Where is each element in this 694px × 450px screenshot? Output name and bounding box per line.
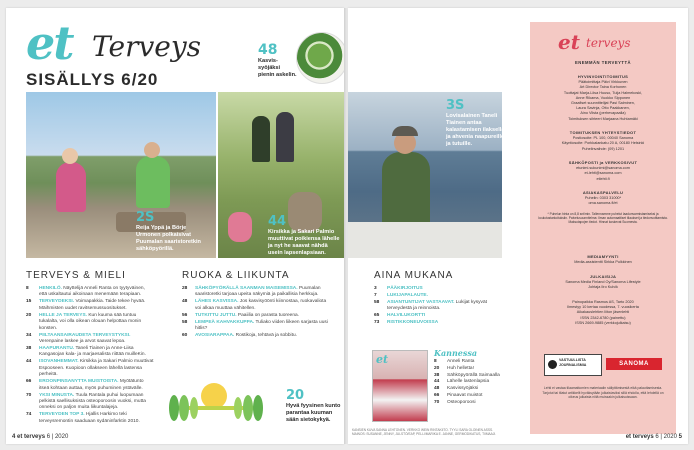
folio-magazine: et terveys xyxy=(17,434,46,440)
dumbbell-weight xyxy=(169,395,179,421)
folio-issue: 6 | 2020 xyxy=(46,434,69,440)
dumbbell-weight xyxy=(234,397,242,419)
toc-page-number: 58 xyxy=(374,300,380,305)
colophon-mediamyynti xyxy=(536,254,670,265)
colophon-badges xyxy=(544,354,662,376)
toc-text: Verenpaine laskee ja arvot saavat lepoa. xyxy=(39,339,126,345)
folio-magazine: et terveys xyxy=(625,434,654,440)
list-item[interactable] xyxy=(434,359,500,365)
colophon-line: Media-assistentti Sirkka Pulkkinen xyxy=(574,260,632,265)
toc-page-number: 58 xyxy=(182,319,188,325)
colophon-line: Ilmestyy 10 kertaa vuodessa, 7. vuosikerta xyxy=(567,305,639,310)
colophon-line: Graafiset suunnittelijat Pasi Salminen, xyxy=(571,101,635,106)
toc-text: Huh helletta! xyxy=(447,365,474,371)
colophon-line: ISSN 2342-6780 (painettu) xyxy=(580,315,626,320)
toc-keyword: SÄHKÖPYÖRÄLLÄ SAANMAN MAISEMISSA. xyxy=(195,286,298,291)
toc-item[interactable] xyxy=(182,313,332,319)
toc-page-number: 56 xyxy=(182,312,188,318)
woman-head xyxy=(62,148,78,164)
boat-hull xyxy=(348,222,502,258)
toc-item[interactable] xyxy=(26,286,154,299)
sun-icon xyxy=(201,383,227,409)
toc-keyword: LEMPEÄ KAHVAKKUPPA. xyxy=(195,319,255,325)
colophon-heading: MEDIAMYYNTI xyxy=(587,254,619,259)
badge-circle-icon xyxy=(548,360,557,369)
dumbbell-weight xyxy=(179,395,189,421)
toc-text: Tuliako viiden liikeen sarjasta uusi hitlis? xyxy=(195,319,328,332)
colophon-line: Päätoimittaja Päivi Virkkunen xyxy=(578,80,628,85)
toc-text: Rostikoja, tehtävä ja sobbitu. xyxy=(235,333,297,339)
toc-page-number: 48 xyxy=(182,299,188,305)
callout-2s-number: 2S xyxy=(136,210,155,225)
toc-page-number: 7 xyxy=(374,293,377,298)
logo-et: et xyxy=(26,16,73,70)
callout-48 xyxy=(258,42,298,79)
callout-44-text: Kirsikka ja Sakari Palmio muuttivat poikiensa lähelle ja nyt he saavat nähdä usein lapsenlapsiaan. xyxy=(268,229,340,256)
colophon-website[interactable]: etlehti.fi xyxy=(596,176,610,181)
toc-page-number: 34 xyxy=(26,332,32,338)
toc-item[interactable] xyxy=(374,293,504,299)
colophon-logo-et: et xyxy=(558,30,580,54)
colophon-logo-word: terveys xyxy=(586,36,631,50)
toc-page-number: 20 xyxy=(434,365,440,371)
toc-page-number: 60 xyxy=(182,333,188,339)
colophon-paino xyxy=(536,300,670,326)
toc-item[interactable] xyxy=(26,359,154,378)
section-ruoka-title: RUOKA & LIIKUNTA xyxy=(182,270,290,281)
toc-item[interactable] xyxy=(374,313,504,319)
colophon-note: * Puhelun hinta on 8,8 snt/min. Tallennamme puhelut laadunvarmistamiseksi ja koulutustarkoituksiin. Palvelusuunnitelma: Ilman automaattiset tilaukset ja tiedonvoittamista. Maksutapojen tiedot. Hinnat koskevat Suomesta. xyxy=(538,212,668,225)
toc-page-number: 8 xyxy=(26,286,29,291)
toc-text: Paaiilia on parasta tuoreena. xyxy=(237,312,299,318)
toc-keyword: ASIANTUNTIJAT VASTAAVAT. xyxy=(387,300,455,305)
toc-text: Hjallis Harkimo teki terveysremontin saaduaan sydäninfarktin 2010. xyxy=(39,412,140,424)
toc-keyword: LUKIJAPALAUTE. xyxy=(387,293,428,298)
photo-credit: KANSIEN KUVA SANNA LEHTONEN. VERKKO WEIN RINTAKIITO. TYYLI SARA OLOINEN ASSS. MAINOS: SUSANNE, JENNY, JULSTÖ/EAP, PELLI/MARIKA E. JANNE, GERMODIKATUS, TIIMAAJI. xyxy=(352,428,497,436)
colophon-heading: HYVINVOINTITOIMITUS xyxy=(577,74,629,79)
callout-2s xyxy=(136,210,208,253)
toc-item[interactable] xyxy=(182,286,332,299)
folio-left xyxy=(12,434,68,440)
toc-text: Myötätunto itseä kohtaan auttaa, myös puhuminen ystävälle. xyxy=(39,379,144,391)
toc-keyword: RISTIKKONEUVOISSA xyxy=(387,320,439,326)
masthead-logo xyxy=(26,16,222,70)
toc-page-number: 15 xyxy=(26,299,32,305)
toc-keyword: TERVEYDEN TOP 3. xyxy=(39,412,85,418)
colophon-line: Aikakauslehtien liiton jäsenlehti xyxy=(576,310,630,315)
list-item[interactable] xyxy=(434,386,500,392)
responsible-journalism-badge xyxy=(544,354,602,376)
toc-keyword: HELLE JA TERVEYS. xyxy=(39,312,87,318)
dumbbell-weight xyxy=(253,395,263,421)
colophon-heading: ASIAKASPALVELU xyxy=(582,190,624,195)
toc-item[interactable] xyxy=(26,412,154,425)
colophon-sahkoposti xyxy=(536,160,670,182)
dumbbell-illustration xyxy=(156,382,276,426)
colophon-line: Aino Viista (perhevapaalla) xyxy=(580,111,626,116)
colophon-email[interactable]: et-lehti@sanoma.com xyxy=(584,171,622,176)
colophon-line: Tuottajat Marja-Liisa Huuso, Tuija Halmekoski, xyxy=(563,90,643,95)
section-terveys-title: TERVEYS & MIELI xyxy=(26,270,126,281)
toc-item[interactable] xyxy=(26,379,154,392)
callout-2s-text: Reija Yppä ja Börje Urmonen polkaisivat Puumalan saaristoretkin sähköpyörillä. xyxy=(136,225,201,252)
colophon-heading: TOIMITUKSEN YHTEYSTIEDOT xyxy=(569,130,637,135)
cover-logo: et xyxy=(376,353,389,366)
callout-3s-text: Lovisalainen Taneli Tiainen antaa kalastamisen ilaksella ja ahvenia naapureille ja tutuille. xyxy=(446,113,505,147)
left-page xyxy=(6,8,344,444)
sanoma-logo: SANOMA xyxy=(606,358,662,370)
toc-page-number: 66 xyxy=(26,379,32,385)
folio-issue: 6 | 2020 xyxy=(655,434,677,440)
toc-page-number: 66 xyxy=(434,392,440,398)
toc-keyword: PÄÄKIRJOITUS xyxy=(387,286,423,291)
callout-3s xyxy=(446,98,506,148)
fisherman-figure xyxy=(382,152,430,232)
toc-keyword: HALVILUKORTTI xyxy=(387,313,426,319)
toc-item[interactable] xyxy=(26,333,154,346)
toc-keyword: AVOSIARAPPAA. xyxy=(195,333,235,339)
toc-page-number: 20 xyxy=(26,312,32,318)
badge-a-text: VASTUULLISTA JOURNALISMIA xyxy=(559,358,587,367)
toc-keyword: EROONPINSANYTTA MUISTOISTA. xyxy=(39,379,119,385)
colophon-email[interactable]: etunimi.sukunimi@sanoma.com xyxy=(576,166,630,171)
man-head xyxy=(144,142,160,158)
colophon-line: Art Director Taina Korhonen xyxy=(579,85,627,90)
list-item[interactable] xyxy=(434,400,500,406)
colophon-footer: Lehti ei vastaa tilaamattomien materiaalin säilyttämisestä eikä palauttamisesta. Tarjotut tai tilatut artikkelit hyväksytään julkaistaviksi sillä ehdolla, että lehdellä on oikeus julkaista niitä muissakin julkaisuissaan. xyxy=(542,386,664,400)
colophon-line: Painopaikka Rasmus AS, Tarto 2020 xyxy=(572,300,634,304)
colophon-heading: SÄHKÖPOSTI ja VERKKOSIVUT xyxy=(568,160,638,165)
toc-item[interactable] xyxy=(182,299,332,312)
kannessa-list xyxy=(434,359,500,407)
man-figure xyxy=(136,156,170,208)
toc-page-number: 70 xyxy=(26,392,32,398)
toc-keyword: TUTKITTU JUTTU. xyxy=(195,312,237,318)
toc-keyword: TERVEYDEKSI. xyxy=(39,299,75,305)
toc-text: Pinaavat muistot xyxy=(447,392,483,398)
toc-keyword: HENKILÖ. xyxy=(39,286,62,291)
colophon-line: Anne Rikama, Vuokko Sipponen xyxy=(575,95,631,100)
list-item[interactable] xyxy=(434,393,500,399)
toc-page-number: 44 xyxy=(434,379,440,385)
toc-item[interactable] xyxy=(26,346,154,359)
magazine-cover-thumbnail[interactable] xyxy=(372,350,428,422)
toc-page-number: 65 xyxy=(374,313,380,319)
callout-48-text: Kasvis-syöjäksi pienin askelin. xyxy=(258,58,297,78)
colophon-website[interactable]: oma.sanoma.fi/et xyxy=(588,201,618,206)
callout-20-text: Hyvä fyysinen kunto parantaa kuuman sään sietokykyä. xyxy=(286,403,341,423)
toc-title: SISÄLLYS 6/20 xyxy=(26,70,159,89)
grandparent-figure-2 xyxy=(276,112,294,162)
toc-text: Sähköpyörällä Saimaalla xyxy=(447,372,500,378)
toc-keyword: HAAPURANTU. xyxy=(39,346,75,352)
toc-page-number: 48 xyxy=(434,386,440,392)
toc-keyword: PIILTAANSAIRAUDETA TERVEYSTYKSI. xyxy=(39,332,131,338)
toc-keyword: YKSI MINUSTA. xyxy=(39,392,75,398)
toc-text: Tuula Rantala puhui luopumaan pelkistä saellisuksista osteoporoosin vuoksi, mutta onneksi on paljon muita liikuntalajeja. xyxy=(39,392,146,411)
fisherman-cap xyxy=(392,126,418,136)
toc-text: Lähelle lastenlapsia xyxy=(447,379,490,385)
toc-text: Osteoporoosi xyxy=(447,399,476,405)
toc-keyword: ISOVANHEMMAT. xyxy=(39,359,79,365)
list-item[interactable] xyxy=(434,373,500,379)
toc-text: Anneli Ranta xyxy=(447,359,475,364)
callout-48-number: 48 xyxy=(258,42,278,58)
section-aina-title: AINA MUKANA xyxy=(374,270,454,281)
toc-item[interactable] xyxy=(374,320,504,326)
colophon-line: Puhelin: 0303 31000* xyxy=(584,196,622,201)
toc-page-number: 28 xyxy=(182,286,188,291)
callout-44 xyxy=(268,214,340,257)
toc-page-number: 8 xyxy=(434,359,437,364)
colophon-line: Toimituksen sihteeri Marjaana Huhtamäki xyxy=(568,116,638,121)
child-figure xyxy=(228,212,252,242)
folio-page: 5 xyxy=(678,434,682,440)
colophon-julkaisija xyxy=(536,274,670,291)
toc-page-number: 44 xyxy=(26,359,32,365)
colophon-panel xyxy=(530,22,676,434)
toc-item[interactable] xyxy=(182,320,332,333)
terveys-list xyxy=(26,286,154,426)
toc-keyword: LÄHES KASVISSA. xyxy=(195,299,239,305)
toc-item[interactable] xyxy=(182,333,332,339)
kannessa-title: Kannessa xyxy=(434,348,478,358)
toc-item[interactable] xyxy=(374,300,504,313)
logo-word: Terveys xyxy=(92,30,202,63)
toc-text: Voimapakkia. Taide tekee hyvää. Mäihmisten uudet ravitsemussuositukset. xyxy=(39,299,146,311)
callout-3s-number: 3S xyxy=(446,98,465,113)
ruoka-list xyxy=(182,286,332,340)
colophon-yhteystiedot xyxy=(536,130,670,152)
dumbbell-weight xyxy=(243,395,253,421)
toc-page-number: 74 xyxy=(26,412,32,418)
callout-44-number: 44 xyxy=(268,214,287,229)
list-item[interactable] xyxy=(434,366,500,372)
toc-page-number: 3 xyxy=(374,286,377,291)
toc-page-number: 38 xyxy=(434,372,440,378)
toc-item[interactable] xyxy=(26,313,154,332)
dumbbell-weight xyxy=(190,397,198,419)
toc-item[interactable] xyxy=(374,286,504,292)
colophon-line: Käyntiosoite: Porkkalankatu 20 A, 00180 Helsinki xyxy=(561,141,645,146)
toc-page-number: 70 xyxy=(434,399,440,405)
salad-bowl-photo xyxy=(296,32,344,84)
colophon-line: Johtaja Ilro Kulvik xyxy=(588,285,618,290)
toc-page-number: 73 xyxy=(374,320,380,326)
aina-list xyxy=(374,286,504,327)
toc-text: Puumalan saaristoretki tarjoaa upeita näkymiä ja paikallisia herkkuja. xyxy=(195,286,321,298)
toc-text: Kirsikka ja Sakari Palmio muuttivat Espooseen. Kuopioon ollakseen lähellä lastensa perheitä. xyxy=(39,359,154,378)
toc-text: Jos kasvisyöönti kiinnostaa, ruokavaliota voi alkaa muuttaa vähitellen. xyxy=(195,299,327,311)
callout-20 xyxy=(286,388,344,424)
colophon-line: Puhelinvaihde: (09) 1201 xyxy=(581,146,625,151)
toc-text: Kasvissyöjäksi xyxy=(447,386,479,392)
toc-text: Taneli Tiainen ja Anne-Liisa Kangasojan kala- ja marjaesalista riittää muilleKin. xyxy=(39,346,146,358)
colophon-line: Laura Savinja, Otto Paakkanen, xyxy=(576,106,630,111)
colophon-asiakaspalvelu xyxy=(536,190,670,207)
toc-text: Lukijat kysyvät terveydestä ja reinnoista. xyxy=(387,300,487,312)
woman-figure xyxy=(56,162,86,212)
toc-page-number: 38 xyxy=(26,346,32,352)
colophon-line: Sanoma Media Finland Oy/Sanoma Lifestyle xyxy=(565,280,641,285)
toc-text: Kun kuuma sää tuntuu tukalalta, voi olla oikean olouan helpottaa monin konsten. xyxy=(39,312,142,331)
toc-item[interactable] xyxy=(26,299,154,312)
folio-right xyxy=(626,434,682,440)
folio-page: 4 xyxy=(12,434,16,440)
right-page xyxy=(348,8,688,444)
grandparent-figure xyxy=(252,116,270,162)
toc-text: Näyttelijä Anneli Ranta on tyytyväinen, että uskaltautui aikoinaan menemään terapiaan. xyxy=(39,286,145,298)
toc-item[interactable] xyxy=(26,393,154,412)
list-item[interactable] xyxy=(434,379,500,385)
colophon-line: ISSN 2669-9885 (verkkojulkaisu) xyxy=(575,320,631,325)
colophon-heading: JULKAISIJA xyxy=(589,274,617,279)
callout-20-number: 20 xyxy=(286,388,305,403)
colophon-subtitle: ENEMMÄN TERVEYTTÄ xyxy=(574,60,632,65)
colophon-line: Postiosoite: PL 100, 00040 Sanoma xyxy=(572,136,634,141)
colophon-toimitus xyxy=(536,74,670,122)
